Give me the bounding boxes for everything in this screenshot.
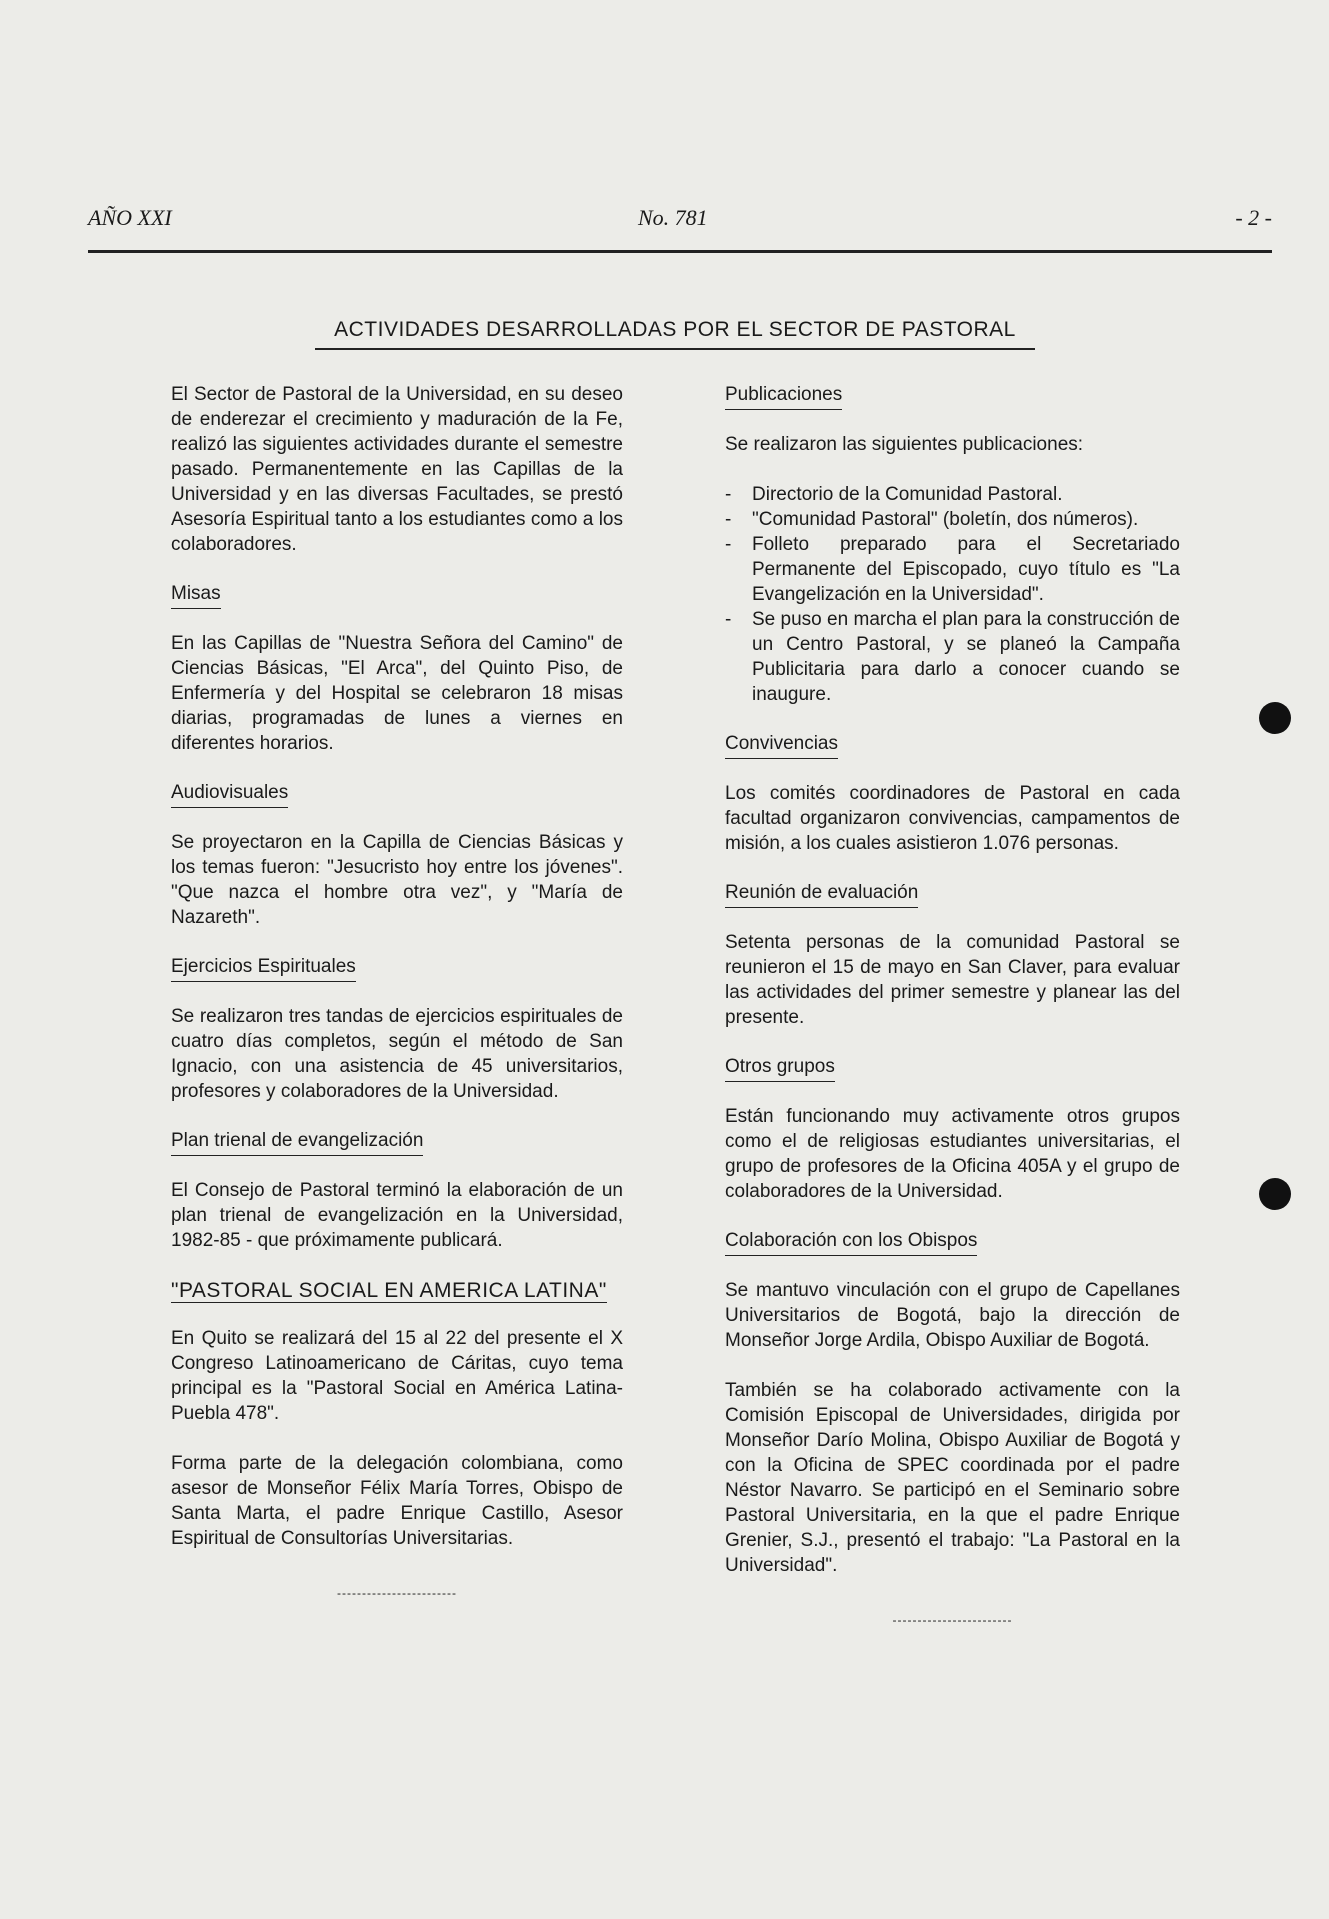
- right-column: [725, 382, 1180, 1633]
- publicaciones-paragraph: Se realizaron las siguientes publicaciones:: [725, 434, 1084, 455]
- ejercicios-heading: Ejercicios Espirituales: [171, 954, 356, 982]
- left-column: [171, 382, 623, 1606]
- list-item: - Folleto preparado para el Secretariado Permanente del Episcopado, cuyo título es "La Evangelización en la Universidad".: [725, 532, 1180, 607]
- pastoral-social-paragraph-2: Forma parte de la delegación colombiana, como asesor de Monseñor Félix María Torres, Obispo de Santa Marta, el padre Enrique Castillo, Asesor Espiritual de Consultorías Universitarias.: [171, 1453, 623, 1549]
- plan-trienal-paragraph: El Consejo de Pastoral terminó la elaboración de un plan trienal de evangelización en la Universidad, 1982-85 - que próximamente publicará.: [171, 1180, 623, 1251]
- audiovisuales-heading: Audiovisuales: [171, 780, 288, 808]
- pastoral-social-heading-text: "PASTORAL SOCIAL EN AMERICA LATINA": [171, 1279, 607, 1302]
- reunion-heading: Reunión de evaluación: [725, 880, 918, 908]
- otros-grupos-heading: Otros grupos: [725, 1054, 835, 1082]
- publicaciones-heading: Publicaciones: [725, 382, 842, 410]
- audiovisuales-paragraph: Se proyectaron en la Capilla de Ciencias Básicas y los temas fueron: "Jesucristo hoy entre los jóvenes". "Que nazca el hombre otra vez", y "María de Nazareth".: [171, 832, 623, 928]
- ejercicios-paragraph: Se realizaron tres tandas de ejercicios espirituales de cuatro días completos, según el método de San Ignacio, con una asistencia de 45 universitarios, profesores y colaboradores de la Universidad.: [171, 1006, 623, 1102]
- colaboracion-paragraph-2: También se ha colaborado activamente con la Comisión Episcopal de Universidades, dirigida por Monseñor Darío Molina, Obispo Auxiliar de Bogotá y con la Oficina de SPEC coordinada por el padre Néstor Navarro. Se participó en el Seminario sobre Pastoral Universitaria, en la que el padre Enrique Grenier, S.J., presentó el trabajo: "La Pastoral en la Universidad".: [725, 1380, 1180, 1576]
- left-separator: ------------------------: [337, 1586, 457, 1600]
- pastoral-social-heading: [171, 1277, 623, 1304]
- header-rule: [88, 250, 1272, 253]
- intro-paragraph: El Sector de Pastoral de la Universidad, en su deseo de enderezar el crecimiento y maduración de la Fe, realizó las siguientes actividades durante el semestre pasado. Permanentemente en las Capillas de la Universidad y en las diversas Facultades, se prestó Asesoría Espiritual tanto a los estudiantes como a los colaboradores.: [171, 384, 623, 555]
- right-separator: ------------------------: [892, 1613, 1013, 1627]
- otros-grupos-paragraph: Están funcionando muy activamente otros grupos como el de religiosas estudiantes universitarias, el grupo de profesores de la Oficina 405A y el grupo de colaboradores de la Universidad.: [725, 1106, 1180, 1202]
- punch-hole-bottom: [1259, 1178, 1291, 1210]
- plan-trienal-heading: Plan trienal de evangelización: [171, 1128, 423, 1156]
- convivencias-paragraph: Los comités coordinadores de Pastoral en cada facultad organizaron convivencias, campamentos de misión, a los cuales asistieron 1.076 personas.: [725, 783, 1180, 854]
- year-label: AÑO XXI: [88, 205, 172, 230]
- issue-number: No. 781: [638, 205, 708, 230]
- list-item: - "Comunidad Pastoral" (boletín, dos números).: [725, 507, 1180, 532]
- list-item: - Se puso en marcha el plan para la construcción de un Centro Pastoral, y se planeó la Campaña Publicitaria para darlo a conocer cuando se inaugure.: [725, 607, 1180, 707]
- reunion-paragraph: Setenta personas de la comunidad Pastoral se reunieron el 15 de mayo en San Claver, para evaluar las actividades del primer semestre y planear las del presente.: [725, 932, 1180, 1028]
- page-header: [88, 205, 1272, 235]
- misas-paragraph: En las Capillas de "Nuestra Señora del Camino" de Ciencias Básicas, "El Arca", del Quinto Piso, de Enfermería y del Hospital se celebraron 18 misas diarias, programadas de lunes a viernes en diferentes horarios.: [171, 633, 623, 754]
- convivencias-heading: Convivencias: [725, 731, 838, 759]
- pastoral-social-paragraph-1: En Quito se realizará del 15 al 22 del presente el X Congreso Latinoamericano de Cáritas, cuyo tema principal es la "Pastoral Social en América Latina-Puebla 478".: [171, 1328, 623, 1424]
- misas-heading: Misas: [171, 581, 221, 609]
- colaboracion-heading: Colaboración con los Obispos: [725, 1228, 977, 1256]
- list-item: - Directorio de la Comunidad Pastoral.: [725, 482, 1180, 507]
- publicaciones-list: [725, 482, 1180, 707]
- colaboracion-paragraph-1: Se mantuvo vinculación con el grupo de Capellanes Universitarios de Bogotá, bajo la dirección de Monseñor Jorge Ardila, Obispo Auxiliar de Bogotá.: [725, 1280, 1180, 1351]
- page-title: ACTIVIDADES DESARROLLADAS POR EL SECTOR DE PASTORAL: [315, 318, 1035, 350]
- punch-hole-top: [1259, 702, 1291, 734]
- page-number: - 2 -: [1235, 205, 1272, 230]
